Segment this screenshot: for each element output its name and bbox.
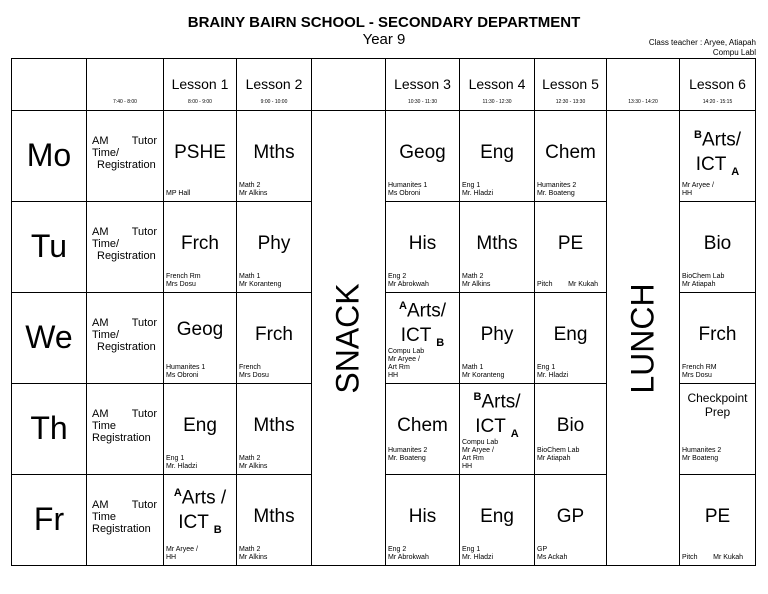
- lesson-cell: [386, 293, 460, 384]
- reg-line: Time/: [92, 238, 120, 250]
- lesson-cell: [237, 475, 312, 566]
- teacher: Mr Aryee /: [166, 546, 198, 553]
- reg-line: Time: [92, 420, 117, 432]
- subject: Arts /: [181, 487, 227, 509]
- subject: Eng: [553, 324, 588, 345]
- teacher: Mr. Hladzi: [462, 554, 494, 561]
- lesson-cell: [535, 293, 607, 384]
- teacher: Mr Aryee /: [388, 356, 420, 363]
- teacher: HH: [682, 190, 693, 197]
- room: Art Rm: [462, 455, 484, 462]
- teacher: Mr Aryee /: [682, 182, 714, 189]
- subject: Geog: [176, 319, 224, 340]
- room: Math 1: [239, 273, 261, 280]
- class-teacher: [649, 38, 756, 58]
- page-subtitle: Year 9: [362, 31, 406, 48]
- day-name: Tu: [30, 228, 68, 264]
- room: Eng 1: [166, 455, 185, 462]
- time-label: 9:00 - 10:00: [260, 99, 288, 105]
- lesson-label: Lesson 3: [394, 76, 451, 92]
- group-marker: A: [510, 428, 519, 441]
- lesson-cell: [460, 293, 535, 384]
- registration-cell: [87, 202, 164, 293]
- room: Math 2: [462, 273, 484, 280]
- teacher: Mrs Dosu: [239, 372, 269, 379]
- teacher: Mr Abrokwah: [388, 554, 429, 561]
- group-marker: B: [473, 391, 482, 403]
- room-teacher: [388, 447, 457, 463]
- teacher: Mr Atiapah: [682, 281, 716, 288]
- teacher: Mrs Dosu: [166, 281, 196, 288]
- teacher: Mr Alkins: [239, 463, 268, 470]
- teacher: Mr. Hladzi: [462, 190, 494, 197]
- subject: Bio: [703, 233, 732, 254]
- room-teacher: [682, 182, 753, 198]
- room: Humanites 1: [166, 364, 206, 371]
- reg-line: Time: [92, 511, 117, 523]
- header-lesson-3: [386, 59, 460, 111]
- subject: His: [408, 233, 437, 254]
- corner-cell: [12, 59, 87, 111]
- reg-line: AM Tutor: [92, 135, 157, 147]
- subject: ICT: [695, 154, 727, 176]
- time-label: 10:30 - 11:30: [407, 99, 438, 105]
- lesson-label: Lesson 6: [689, 76, 746, 92]
- teacher: Mrs Dosu: [682, 372, 712, 379]
- subject: PSHE: [174, 142, 226, 163]
- room-teacher: [388, 273, 457, 289]
- room: Pitch Mr Kukah: [537, 281, 599, 288]
- room: Math 2: [239, 546, 261, 553]
- lesson-cell: [237, 384, 312, 475]
- teacher: Mr Koranteng: [239, 281, 282, 288]
- reg-line: Registration: [97, 341, 156, 353]
- subject-line-2: Prep: [704, 405, 731, 419]
- teacher: Mr Aryee /: [462, 447, 494, 454]
- day-row-monday: [12, 111, 756, 202]
- group-marker: B: [436, 337, 445, 350]
- room-teacher: [239, 182, 309, 198]
- subject-line-1: [460, 385, 534, 414]
- subject: Arts/: [481, 391, 521, 413]
- lesson-cell: [237, 111, 312, 202]
- lesson-cell: [237, 293, 312, 384]
- room: BioChem Lab: [537, 447, 580, 454]
- class-teacher-line-2: Compu Labl: [712, 48, 756, 57]
- room-teacher: [682, 364, 753, 380]
- page-title: BRAINY BAIRN SCHOOL - SECONDARY DEPARTMENT: [187, 14, 581, 31]
- reg-line: Registration: [97, 159, 156, 171]
- subject-split: [680, 123, 755, 185]
- room: Pitch Mr Kukah: [682, 554, 744, 561]
- room: Humanites 2: [682, 447, 722, 454]
- registration-text: [92, 226, 157, 262]
- subject: Frch: [255, 324, 293, 345]
- subject: [680, 391, 755, 419]
- room: French: [239, 364, 261, 371]
- header-lesson-1: [164, 59, 237, 111]
- registration-cell: [87, 293, 164, 384]
- teacher: Mr. Boateng: [537, 190, 575, 197]
- registration-text: [92, 408, 157, 444]
- group-marker: A: [398, 300, 407, 312]
- subject: Eng: [480, 142, 514, 163]
- lesson-cell: [535, 111, 607, 202]
- room-teacher: [462, 364, 532, 380]
- time-label: 12:30 - 13:30: [555, 99, 586, 105]
- snack-label: SNACK: [330, 282, 366, 394]
- lesson-cell: [164, 384, 237, 475]
- lesson-cell: [535, 475, 607, 566]
- header-lesson-4: [460, 59, 535, 111]
- room-teacher: [388, 348, 457, 380]
- room: Compu Lab: [388, 348, 425, 355]
- subject: Mths: [253, 142, 295, 163]
- lesson-cell: [386, 202, 460, 293]
- lesson-cell: [386, 384, 460, 475]
- header-lesson-6: [680, 59, 756, 111]
- room-teacher: [388, 182, 457, 198]
- subject: PE: [557, 233, 584, 254]
- lunch-label: LUNCH: [624, 282, 661, 394]
- subject: Frch: [698, 324, 737, 345]
- lesson-cell: [680, 293, 756, 384]
- subject-line-1: [680, 123, 755, 152]
- teacher: Mr Koranteng: [462, 372, 505, 379]
- snack-label-wrap: [312, 111, 385, 565]
- room-teacher: [537, 281, 604, 289]
- room: Eng 1: [537, 364, 556, 371]
- room-teacher: [166, 273, 234, 289]
- room: Eng 2: [388, 546, 407, 553]
- group-marker: B: [693, 129, 702, 141]
- subject-line-1: [164, 481, 236, 510]
- reg-line: Time/: [92, 147, 120, 159]
- room: Math 2: [239, 455, 261, 462]
- lesson-cell: [164, 111, 237, 202]
- day-cell: [12, 475, 87, 566]
- day-name: Th: [30, 410, 68, 446]
- header-lunch: [607, 59, 680, 111]
- teacher: HH: [388, 372, 399, 379]
- teacher: Mr. Hladzi: [166, 463, 198, 470]
- subject: Geog: [399, 142, 446, 163]
- subject: Mths: [253, 506, 295, 527]
- teacher: Mr Alkins: [239, 190, 268, 197]
- registration-text: [92, 499, 157, 535]
- subject-line-1: [386, 294, 459, 323]
- room: Compu Lab: [462, 439, 499, 446]
- teacher: HH: [166, 554, 177, 561]
- reg-line: AM Tutor: [92, 317, 157, 329]
- lesson-cell: [680, 384, 756, 475]
- subject: Frch: [181, 233, 219, 254]
- room-teacher: [388, 546, 457, 562]
- room-teacher: [166, 455, 234, 471]
- lesson-cell: [680, 202, 756, 293]
- subject: Eng: [480, 506, 514, 527]
- time-label: 13:30 - 14:20: [628, 99, 658, 105]
- registration-cell: [87, 384, 164, 475]
- lesson-label: Lesson 1: [171, 76, 229, 92]
- subject: PE: [704, 506, 731, 527]
- group-marker: A: [173, 487, 182, 499]
- teacher: Mr Alkins: [462, 281, 491, 288]
- teacher: HH: [462, 463, 473, 470]
- reg-line: AM Tutor: [92, 226, 157, 238]
- subject-line-2: [164, 510, 236, 543]
- teacher: Mr Abrokwah: [388, 281, 429, 288]
- subject: Bio: [556, 415, 585, 436]
- room-teacher: [537, 447, 604, 463]
- lesson-label: Lesson 5: [542, 76, 599, 92]
- subject: Chem: [397, 415, 448, 436]
- time-label: 7:40 - 8:00: [113, 99, 137, 105]
- header-snack: [312, 59, 386, 111]
- lesson-cell: [460, 475, 535, 566]
- day-name: We: [25, 319, 73, 355]
- lesson-cell: [680, 475, 756, 566]
- day-cell: [12, 111, 87, 202]
- subject-split: [386, 294, 459, 356]
- lesson-cell: [535, 202, 607, 293]
- subject: Phy: [257, 233, 291, 254]
- subject: Arts/: [406, 300, 446, 322]
- lesson-cell: [164, 293, 237, 384]
- room-teacher: [239, 364, 309, 380]
- lunch-column: [607, 111, 680, 566]
- room: Math 1: [462, 364, 484, 371]
- room: BioChem Lab: [682, 273, 725, 280]
- reg-line: AM Tutor: [92, 499, 157, 511]
- room: Math 2: [239, 182, 261, 189]
- subject: Phy: [480, 324, 514, 345]
- room-teacher: [239, 546, 309, 562]
- day-cell: [12, 202, 87, 293]
- day-cell: [12, 293, 87, 384]
- reg-line: AM Tutor: [92, 408, 157, 420]
- lesson-cell: [460, 202, 535, 293]
- room-teacher: [462, 546, 532, 562]
- class-teacher-line-1: Class teacher : Aryee, Atiapah: [648, 38, 756, 47]
- room-teacher: [239, 455, 309, 471]
- day-name: Fr: [33, 501, 65, 537]
- room-teacher: [462, 273, 532, 289]
- reg-line: Registration: [97, 250, 156, 262]
- subject: His: [408, 506, 437, 527]
- lesson-label: Lesson 2: [245, 76, 303, 92]
- room: Eng 1: [462, 182, 481, 189]
- room-teacher: [239, 273, 309, 289]
- teacher: Ms Ackah: [537, 554, 568, 561]
- subject: Chem: [545, 142, 596, 163]
- subject: Mths: [253, 415, 295, 436]
- time-label: 11:30 - 12:30: [482, 99, 512, 105]
- room-teacher: [682, 554, 753, 562]
- registration-cell: [87, 111, 164, 202]
- room-teacher: [537, 364, 604, 380]
- room: French RM: [682, 364, 717, 371]
- timetable: [11, 58, 756, 566]
- room-teacher: [682, 447, 753, 463]
- day-name: Mo: [26, 137, 72, 173]
- header-registration: [87, 59, 164, 111]
- teacher: Mr Boateng: [682, 455, 719, 462]
- lunch-label-wrap: [607, 111, 679, 565]
- room-teacher: [682, 273, 753, 289]
- room: Humanites 1: [388, 182, 428, 189]
- room: French Rm: [166, 273, 201, 280]
- lesson-cell: [386, 475, 460, 566]
- teacher: Mr Alkins: [239, 554, 268, 561]
- group-marker: B: [213, 524, 222, 537]
- subject: ICT: [400, 325, 432, 347]
- room-teacher: [166, 546, 234, 562]
- subject: GP: [556, 506, 585, 527]
- room: Humanites 2: [388, 447, 428, 454]
- time-label: 8:00 - 9:00: [188, 99, 212, 105]
- subject: Eng: [183, 415, 217, 436]
- subject-line-2: [680, 152, 755, 185]
- room-teacher: [462, 182, 532, 198]
- registration-cell: [87, 475, 164, 566]
- teacher: Mr. Hladzi: [537, 372, 569, 379]
- snack-column: [312, 111, 386, 566]
- lesson-cell: [460, 111, 535, 202]
- room: Art Rm: [388, 364, 410, 371]
- subject: ICT: [178, 512, 209, 534]
- subject: ICT: [475, 416, 506, 438]
- lesson-label: Lesson 4: [468, 76, 526, 92]
- lesson-cell: [164, 202, 237, 293]
- teacher: Mr. Boateng: [388, 455, 426, 462]
- registration-text: [92, 317, 157, 353]
- registration-text: [92, 135, 157, 171]
- reg-line: Time/: [92, 329, 120, 341]
- day-cell: [12, 384, 87, 475]
- reg-line: Registration: [92, 523, 151, 535]
- reg-line: Registration: [92, 432, 151, 444]
- teacher: Ms Obroni: [388, 190, 421, 197]
- room: GP: [537, 546, 548, 553]
- header-row: [12, 59, 756, 111]
- room-teacher: [166, 190, 234, 198]
- room: Humanites 2: [537, 182, 577, 189]
- lesson-cell: [535, 384, 607, 475]
- subject-split: [460, 385, 534, 447]
- teacher: Mr Atiapah: [537, 455, 571, 462]
- lesson-cell: [386, 111, 460, 202]
- subject-split: [164, 481, 236, 543]
- lesson-cell: [237, 202, 312, 293]
- room: Eng 2: [388, 273, 407, 280]
- room-teacher: [537, 182, 604, 198]
- room-teacher: [537, 546, 604, 562]
- teacher: Ms Obroni: [166, 372, 199, 379]
- room-teacher: [166, 364, 234, 380]
- subject: Mths: [476, 233, 518, 254]
- lesson-cell: [460, 384, 535, 475]
- room-teacher: [462, 439, 532, 471]
- subject: Arts/: [701, 129, 741, 151]
- time-label: 14:20 - 15:15: [702, 99, 733, 105]
- header-lesson-2: [237, 59, 312, 111]
- header-lesson-5: [535, 59, 607, 111]
- subject-line-1: Checkpoint: [687, 391, 748, 405]
- group-marker: A: [731, 166, 740, 179]
- lesson-cell: [164, 475, 237, 566]
- room: Eng 1: [462, 546, 481, 553]
- room: MP Hall: [166, 190, 191, 197]
- lesson-cell: [680, 111, 756, 202]
